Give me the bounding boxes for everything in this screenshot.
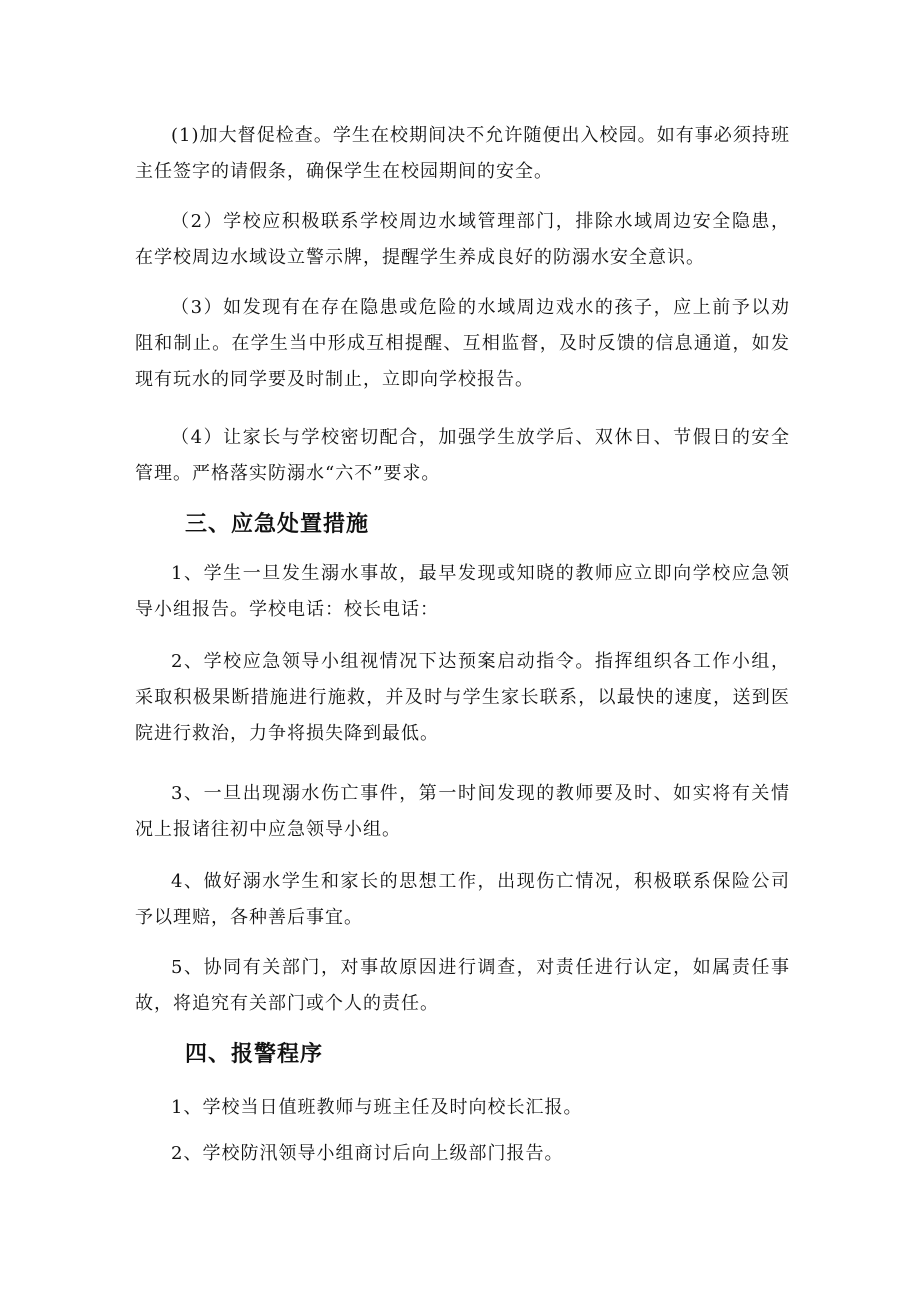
section2-item-2: （2）学校应积极联系学校周边水域管理部门，排除水域周边安全隐患，在学校周边水域设立警示牌，提醒学生养成良好的防溺水安全意识。 xyxy=(135,211,790,268)
section3-item-5: 5、协同有关部门，对事故原因进行调查，对责任进行认定，如属责任事故，将追究有关部门或个人的责任。 xyxy=(135,957,790,1014)
section2-item-1: (1)加大督促检查。学生在校期间决不允许随便出入校园。如有事必须持班主任签字的请假条，确保学生在校园期间的安全。 xyxy=(135,125,790,182)
section3-item-3: 3、一旦出现溺水伤亡事件，第一时间发现的教师要及时、如实将有关情况上报诸往初中应急领导小组。 xyxy=(135,783,790,840)
section3-item-4: 4、做好溺水学生和家长的思想工作，出现伤亡情况，积极联系保险公司予以理赔，各种善后事宜。 xyxy=(135,871,790,928)
section2-item-4: （4）让家长与学校密切配合，加强学生放学后、双休日、节假日的安全管理。严格落实防溺水“六不”要求。 xyxy=(135,427,790,484)
section3-item-2: 2、学校应急领导小组视情况下达预案启动指令。指挥组织各工作小组，采取积极果断措施进行施救，并及时与学生家长联系，以最快的速度，送到医院进行救治，力争将损失降到最低。 xyxy=(135,651,790,744)
section3-heading: 三、应急处置措施 xyxy=(185,512,370,537)
section3-item-1: 1、学生一旦发生溺水事故，最早发现或知晓的教师应立即向学校应急领导小组报告。学校电话：校长电话： xyxy=(135,563,790,620)
section4-item-1: 1、学校当日值班教师与班主任及时向校长汇报。 xyxy=(171,1097,583,1118)
section2-item-3: （3）如发现有在存在隐患或危险的水域周边戏水的孩子，应上前予以劝阻和制止。在学生当中形成互相提醒、互相监督，及时反馈的信息通道，如发现有玩水的同学要及时制止，立即向学校报告。 xyxy=(135,297,790,390)
section4-heading: 四、报警程序 xyxy=(185,1042,324,1067)
section4-item-2: 2、学校防汛领导小组商讨后向上级部门报告。 xyxy=(171,1143,564,1164)
